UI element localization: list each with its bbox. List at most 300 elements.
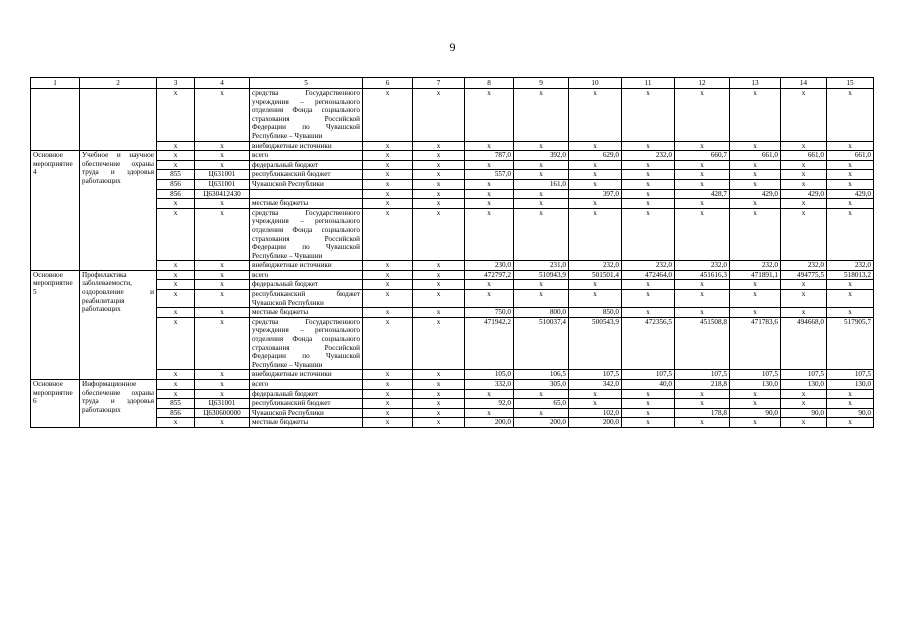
value-cell: 200,0 [465,418,514,428]
value-cell: 850,0 [569,308,622,318]
value-cell: x [730,179,781,189]
value-cell: x [363,189,413,199]
table-row [31,208,874,261]
value-cell: x [622,160,675,170]
table-row [31,399,874,409]
admin-code-cell: 856 [157,408,195,418]
funding-source-cell: всего [250,270,363,280]
value-cell: x [413,408,465,418]
value-cell: 231,0 [514,261,569,271]
target-code-cell: x [195,389,250,399]
value-cell: x [622,408,675,418]
column-number: 7 [413,78,465,89]
value-cell: 472797,2 [465,270,514,280]
target-code-cell: Ц631001 [195,399,250,409]
table-row [31,270,874,280]
value-cell: x [465,199,514,209]
value-cell: x [781,208,827,261]
value-cell: 161,0 [514,179,569,189]
event-description-cell: Профилактика заболеваемости, оздоровление и реабилитация работающих [80,270,157,379]
admin-code-cell: x [157,208,195,261]
value-cell: 178,8 [675,408,730,418]
value-cell: x [781,399,827,409]
value-cell: x [730,199,781,209]
value-cell: x [827,399,874,409]
value-cell: 629,0 [569,151,622,161]
value-cell: 90,0 [730,408,781,418]
value-cell: 107,5 [827,370,874,380]
value-cell: x [514,189,569,199]
value-cell: x [413,290,465,308]
target-code-cell: Ц631001 [195,179,250,189]
value-cell: x [569,160,622,170]
event-name-cell: Основное мероприятие 6 [31,380,80,428]
admin-code-cell: 855 [157,170,195,180]
value-cell: x [514,199,569,209]
value-cell: x [363,199,413,209]
value-cell: x [413,170,465,180]
target-code-cell: Ц631001 [195,170,250,180]
value-cell: 200,0 [514,418,569,428]
value-cell: 800,0 [514,308,569,318]
value-cell: x [622,170,675,180]
value-cell: 232,0 [827,261,874,271]
value-cell: x [781,199,827,209]
value-cell: x [675,208,730,261]
value-cell: x [569,399,622,409]
value-cell: x [730,290,781,308]
value-cell: x [827,160,874,170]
column-number: 3 [157,78,195,89]
value-cell: 105,0 [465,370,514,380]
value-cell: 510037,4 [514,317,569,370]
budget-table [30,77,874,428]
value-cell: x [413,199,465,209]
value-cell: x [622,179,675,189]
column-number: 2 [80,78,157,89]
value-cell: x [413,160,465,170]
table-row [31,199,874,209]
column-number: 8 [465,78,514,89]
table-row [31,141,874,151]
admin-code-cell: x [157,280,195,290]
value-cell: x [622,280,675,290]
value-cell: x [413,317,465,370]
admin-code-cell: x [157,370,195,380]
value-cell: 660,7 [675,151,730,161]
column-number: 9 [514,78,569,89]
value-cell: 232,0 [730,261,781,271]
value-cell: x [730,160,781,170]
funding-source-cell: местные бюджеты [250,308,363,318]
value-cell: x [622,399,675,409]
target-code-cell: x [195,89,250,142]
table-row [31,308,874,318]
value-cell: x [413,151,465,161]
value-cell: 107,5 [675,370,730,380]
value-cell: x [465,290,514,308]
admin-code-cell: x [157,270,195,280]
admin-code-cell: x [157,418,195,428]
value-cell: x [622,141,675,151]
column-number: 11 [622,78,675,89]
value-cell: x [622,89,675,142]
value-cell: x [514,389,569,399]
event-name-cell [31,89,80,151]
value-cell: 107,5 [569,370,622,380]
table-row [31,418,874,428]
value-cell: x [413,189,465,199]
funding-source-cell: федеральный бюджет [250,160,363,170]
target-code-cell: x [195,261,250,271]
value-cell: x [675,280,730,290]
value-cell: x [827,389,874,399]
value-cell: 429,0 [730,189,781,199]
value-cell: 750,0 [465,308,514,318]
value-cell: x [413,261,465,271]
value-cell: 230,0 [465,261,514,271]
value-cell: x [675,170,730,180]
value-cell: x [781,308,827,318]
table-row [31,317,874,370]
value-cell: x [675,389,730,399]
table-row [31,280,874,290]
event-description-cell: Информационное обеспечение охраны труда и здоровья работающих [80,380,157,428]
value-cell: 332,0 [465,380,514,390]
target-code-cell: Ц630412430 [195,189,250,199]
value-cell: 557,0 [465,170,514,180]
table-row [31,179,874,189]
funding-source-cell: республиканский бюджет [250,170,363,180]
value-cell: 90,0 [827,408,874,418]
value-cell: x [363,270,413,280]
value-cell: x [622,290,675,308]
value-cell: x [781,89,827,142]
value-cell: x [363,261,413,271]
value-cell: x [363,317,413,370]
value-cell: x [781,290,827,308]
value-cell: x [465,89,514,142]
value-cell: 429,0 [781,189,827,199]
value-cell: 471783,6 [730,317,781,370]
value-cell: 661,0 [827,151,874,161]
table-row [31,389,874,399]
value-cell: 232,0 [781,261,827,271]
value-cell: x [514,408,569,418]
value-cell: 305,0 [514,380,569,390]
value-cell: x [675,179,730,189]
value-cell: x [781,179,827,189]
value-cell: x [569,208,622,261]
value-cell: x [413,179,465,189]
value-cell: x [514,290,569,308]
value-cell: x [781,141,827,151]
value-cell: 518013,2 [827,270,874,280]
column-number: 15 [827,78,874,89]
admin-code-cell: x [157,317,195,370]
value-cell: x [363,208,413,261]
funding-source-cell [250,189,363,199]
funding-source-cell: местные бюджеты [250,418,363,428]
admin-code-cell: x [157,290,195,308]
value-cell: x [827,308,874,318]
event-name-cell: Основное мероприятие 4 [31,151,80,271]
value-cell: x [827,280,874,290]
admin-code-cell: x [157,380,195,390]
value-cell: x [413,308,465,318]
admin-code-cell: 856 [157,179,195,189]
column-number: 1 [31,78,80,89]
target-code-cell: Ц630600000 [195,408,250,418]
funding-source-cell: средства Государственного учреждения – регионального отделения Фонда социального страхования Российской Федерации по Чувашской Республике – Чувашии [250,208,363,261]
page-number: 9 [449,40,456,54]
target-code-cell: x [195,270,250,280]
value-cell: x [363,179,413,189]
funding-source-cell: средства Государственного учреждения – регионального отделения Фонда социального страхования Российской Федерации по Чувашской Республике – Чувашии [250,89,363,142]
value-cell: 40,0 [622,380,675,390]
table-row [31,151,874,161]
value-cell: 471891,1 [730,270,781,280]
admin-code-cell: x [157,389,195,399]
admin-code-cell: x [157,199,195,209]
table-row [31,261,874,271]
value-cell: 661,0 [730,151,781,161]
value-cell: 517905,7 [827,317,874,370]
value-cell: x [569,179,622,189]
value-cell: x [363,380,413,390]
value-cell: x [569,170,622,180]
value-cell: x [675,141,730,151]
value-cell: 392,0 [514,151,569,161]
admin-code-cell: x [157,308,195,318]
value-cell: x [827,179,874,189]
column-number: 12 [675,78,730,89]
value-cell: x [675,199,730,209]
funding-source-cell: внебюджетные источники [250,370,363,380]
value-cell: x [569,290,622,308]
value-cell: x [622,418,675,428]
value-cell: 90,0 [781,408,827,418]
value-cell: x [363,370,413,380]
value-cell: x [827,290,874,308]
value-cell: x [514,89,569,142]
value-cell: 451616,3 [675,270,730,280]
value-cell: 397,0 [569,189,622,199]
funding-source-cell: федеральный бюджет [250,280,363,290]
value-cell: 472356,5 [622,317,675,370]
value-cell: 107,5 [781,370,827,380]
value-cell: x [827,89,874,142]
value-cell: x [781,418,827,428]
funding-source-cell: средства Государственного учреждения – регионального отделения Фонда социального страхования Российской Федерации по Чувашской Республике – Чувашии [250,317,363,370]
value-cell: x [730,89,781,142]
value-cell: x [827,208,874,261]
value-cell: x [675,418,730,428]
value-cell: 232,0 [622,261,675,271]
value-cell: 494668,0 [781,317,827,370]
value-cell: x [569,199,622,209]
value-cell: 471942,2 [465,317,514,370]
value-cell: x [827,170,874,180]
value-cell: 232,0 [569,261,622,271]
value-cell: x [622,308,675,318]
table-row [31,380,874,390]
value-cell: 130,0 [730,380,781,390]
value-cell: 661,0 [781,151,827,161]
event-name-cell: Основное мероприятие 5 [31,270,80,379]
value-cell: 107,5 [622,370,675,380]
value-cell: x [514,170,569,180]
value-cell: x [363,151,413,161]
value-cell: x [675,160,730,170]
value-cell: 472464,0 [622,270,675,280]
value-cell: x [730,280,781,290]
value-cell: x [730,141,781,151]
value-cell: 130,0 [781,380,827,390]
event-description-cell: Учебное и научное обеспечение охраны труда и здоровья работающих [80,151,157,271]
value-cell: x [363,290,413,308]
value-cell: x [569,141,622,151]
column-number: 13 [730,78,781,89]
value-cell: x [413,418,465,428]
value-cell: x [363,141,413,151]
value-cell: x [465,208,514,261]
value-cell: x [363,160,413,170]
value-cell: 494775,5 [781,270,827,280]
admin-code-cell: x [157,141,195,151]
target-code-cell: x [195,280,250,290]
value-cell: x [465,189,514,199]
header-row [31,78,874,89]
value-cell: x [413,89,465,142]
value-cell: x [730,170,781,180]
value-cell: x [514,160,569,170]
value-cell: x [675,290,730,308]
target-code-cell: x [195,141,250,151]
value-cell: x [363,389,413,399]
value-cell: 218,8 [675,380,730,390]
target-code-cell: x [195,199,250,209]
value-cell: 65,0 [514,399,569,409]
table-row [31,189,874,199]
value-cell: x [730,208,781,261]
column-number: 4 [195,78,250,89]
column-number: 14 [781,78,827,89]
value-cell: 102,0 [569,408,622,418]
funding-source-cell: Чувашской Республики [250,408,363,418]
target-code-cell: x [195,370,250,380]
value-cell: x [465,389,514,399]
value-cell: x [827,199,874,209]
value-cell: x [413,280,465,290]
value-cell: x [622,189,675,199]
target-code-cell: x [195,208,250,261]
value-cell: 92,0 [465,399,514,409]
value-cell: x [622,199,675,209]
admin-code-cell: 856 [157,189,195,199]
value-cell: x [781,160,827,170]
value-cell: x [363,408,413,418]
value-cell: 106,5 [514,370,569,380]
value-cell: 501501,4 [569,270,622,280]
value-cell: x [781,280,827,290]
value-cell: x [363,280,413,290]
target-code-cell: x [195,160,250,170]
value-cell: 451508,8 [675,317,730,370]
value-cell: 200,0 [569,418,622,428]
funding-source-cell: внебюджетные источники [250,141,363,151]
value-cell: x [781,389,827,399]
value-cell: x [413,380,465,390]
funding-source-cell: федеральный бюджет [250,389,363,399]
funding-source-cell: Чувашской Республики [250,179,363,189]
target-code-cell: x [195,380,250,390]
value-cell: x [413,208,465,261]
column-number: 6 [363,78,413,89]
value-cell: x [569,89,622,142]
admin-code-cell: x [157,261,195,271]
value-cell: x [413,370,465,380]
value-cell: x [730,399,781,409]
event-description-cell [80,89,157,151]
admin-code-cell: x [157,151,195,161]
value-cell: x [465,280,514,290]
table-row [31,170,874,180]
value-cell: 130,0 [827,380,874,390]
value-cell: x [363,399,413,409]
table-row [31,89,874,142]
value-cell: x [413,270,465,280]
table-row [31,290,874,308]
value-cell: x [827,141,874,151]
value-cell: 232,0 [675,261,730,271]
value-cell: x [514,280,569,290]
value-cell: x [675,308,730,318]
value-cell: x [465,179,514,189]
value-cell: x [569,280,622,290]
value-cell: x [781,170,827,180]
value-cell: x [622,389,675,399]
funding-source-cell: всего [250,380,363,390]
admin-code-cell: x [157,160,195,170]
value-cell: 342,0 [569,380,622,390]
value-cell: x [730,389,781,399]
value-cell: x [730,418,781,428]
value-cell: x [465,141,514,151]
target-code-cell: x [195,151,250,161]
target-code-cell: x [195,308,250,318]
target-code-cell: x [195,317,250,370]
admin-code-cell: x [157,89,195,142]
value-cell: x [363,170,413,180]
value-cell: x [363,308,413,318]
value-cell: x [622,208,675,261]
funding-source-cell: республиканский бюджет Чувашской Республики [250,290,363,308]
funding-source-cell: всего [250,151,363,161]
value-cell: x [363,418,413,428]
value-cell: x [413,389,465,399]
value-cell: x [413,399,465,409]
table-body [31,78,874,428]
value-cell: 428,7 [675,189,730,199]
value-cell: x [675,399,730,409]
admin-code-cell: 855 [157,399,195,409]
value-cell: 510943,9 [514,270,569,280]
value-cell: 107,5 [730,370,781,380]
value-cell: x [514,208,569,261]
value-cell: x [363,89,413,142]
value-cell: x [465,408,514,418]
